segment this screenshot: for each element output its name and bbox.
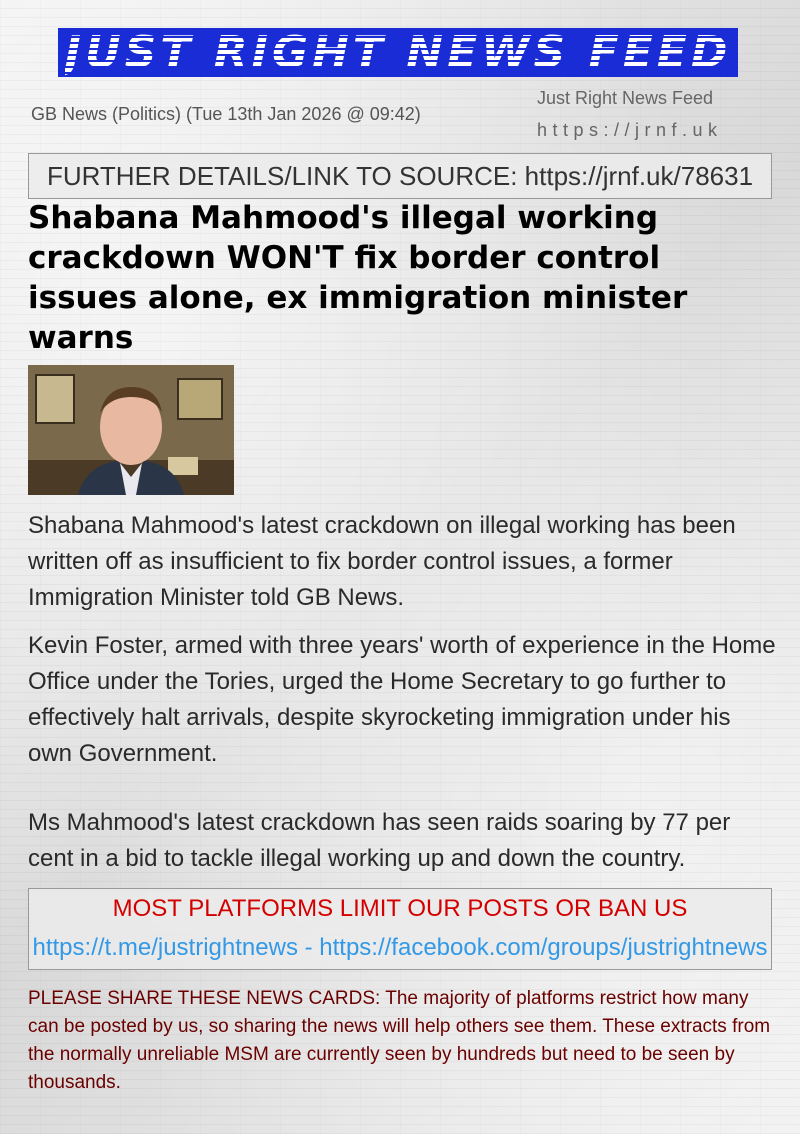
brand-name: Just Right News Feed: [537, 88, 714, 108]
source-link-box[interactable]: [28, 153, 772, 199]
source-link-text[interactable]: FURTHER DETAILS/LINK TO SOURCE: https://jrnf.uk/78631: [46, 160, 754, 191]
article-paragraph: Kevin Foster, armed with three years' worth of experience in the Home Office under the Tories, urged the Home Secretary to go further to effectively halt arrivals, despite skyrocketing immigration under his own Government.: [28, 632, 776, 767]
article-photo-image: [28, 365, 234, 495]
social-links[interactable]: https://t.me/justrightnews - https://facebook.com/groups/justrightnews: [32, 934, 768, 961]
share-note: PLEASE SHARE THESE NEWS CARDS: The majority of platforms restrict how many can be posted by us, so sharing the news will help others see them. These extracts from the normally unreliable MSM are currently seen by hundreds but need to be seen by thousands.: [28, 988, 771, 1093]
article-paragraph: Shabana Mahmood's latest crackdown on illegal working has been written off as insufficient to fix border control issues, a former Immigration Minister told GB News.: [28, 512, 736, 611]
source-dateline: GB News (Politics) (Tue 13th Jan 2026 @ 09:42): [31, 104, 421, 124]
article-paragraph: Ms Mahmood's latest crackdown has seen raids soaring by 77 per cent in a bid to tackle illegal working up and down the country.: [28, 809, 731, 872]
platform-warning: MOST PLATFORMS LIMIT OUR POSTS OR BAN US: [112, 895, 688, 922]
site-banner: [58, 28, 738, 77]
article-headline: Shabana Mahmood's illegal working crackdown WON'T fix border control issues alone, ex immigration minister warns: [28, 200, 688, 356]
brand-url[interactable]: https://jrnf.uk: [537, 120, 723, 140]
article-photo: [28, 365, 234, 495]
promo-box: [28, 888, 772, 970]
site-banner-title: JUST RIGHT NEWS FEED: [64, 28, 732, 77]
